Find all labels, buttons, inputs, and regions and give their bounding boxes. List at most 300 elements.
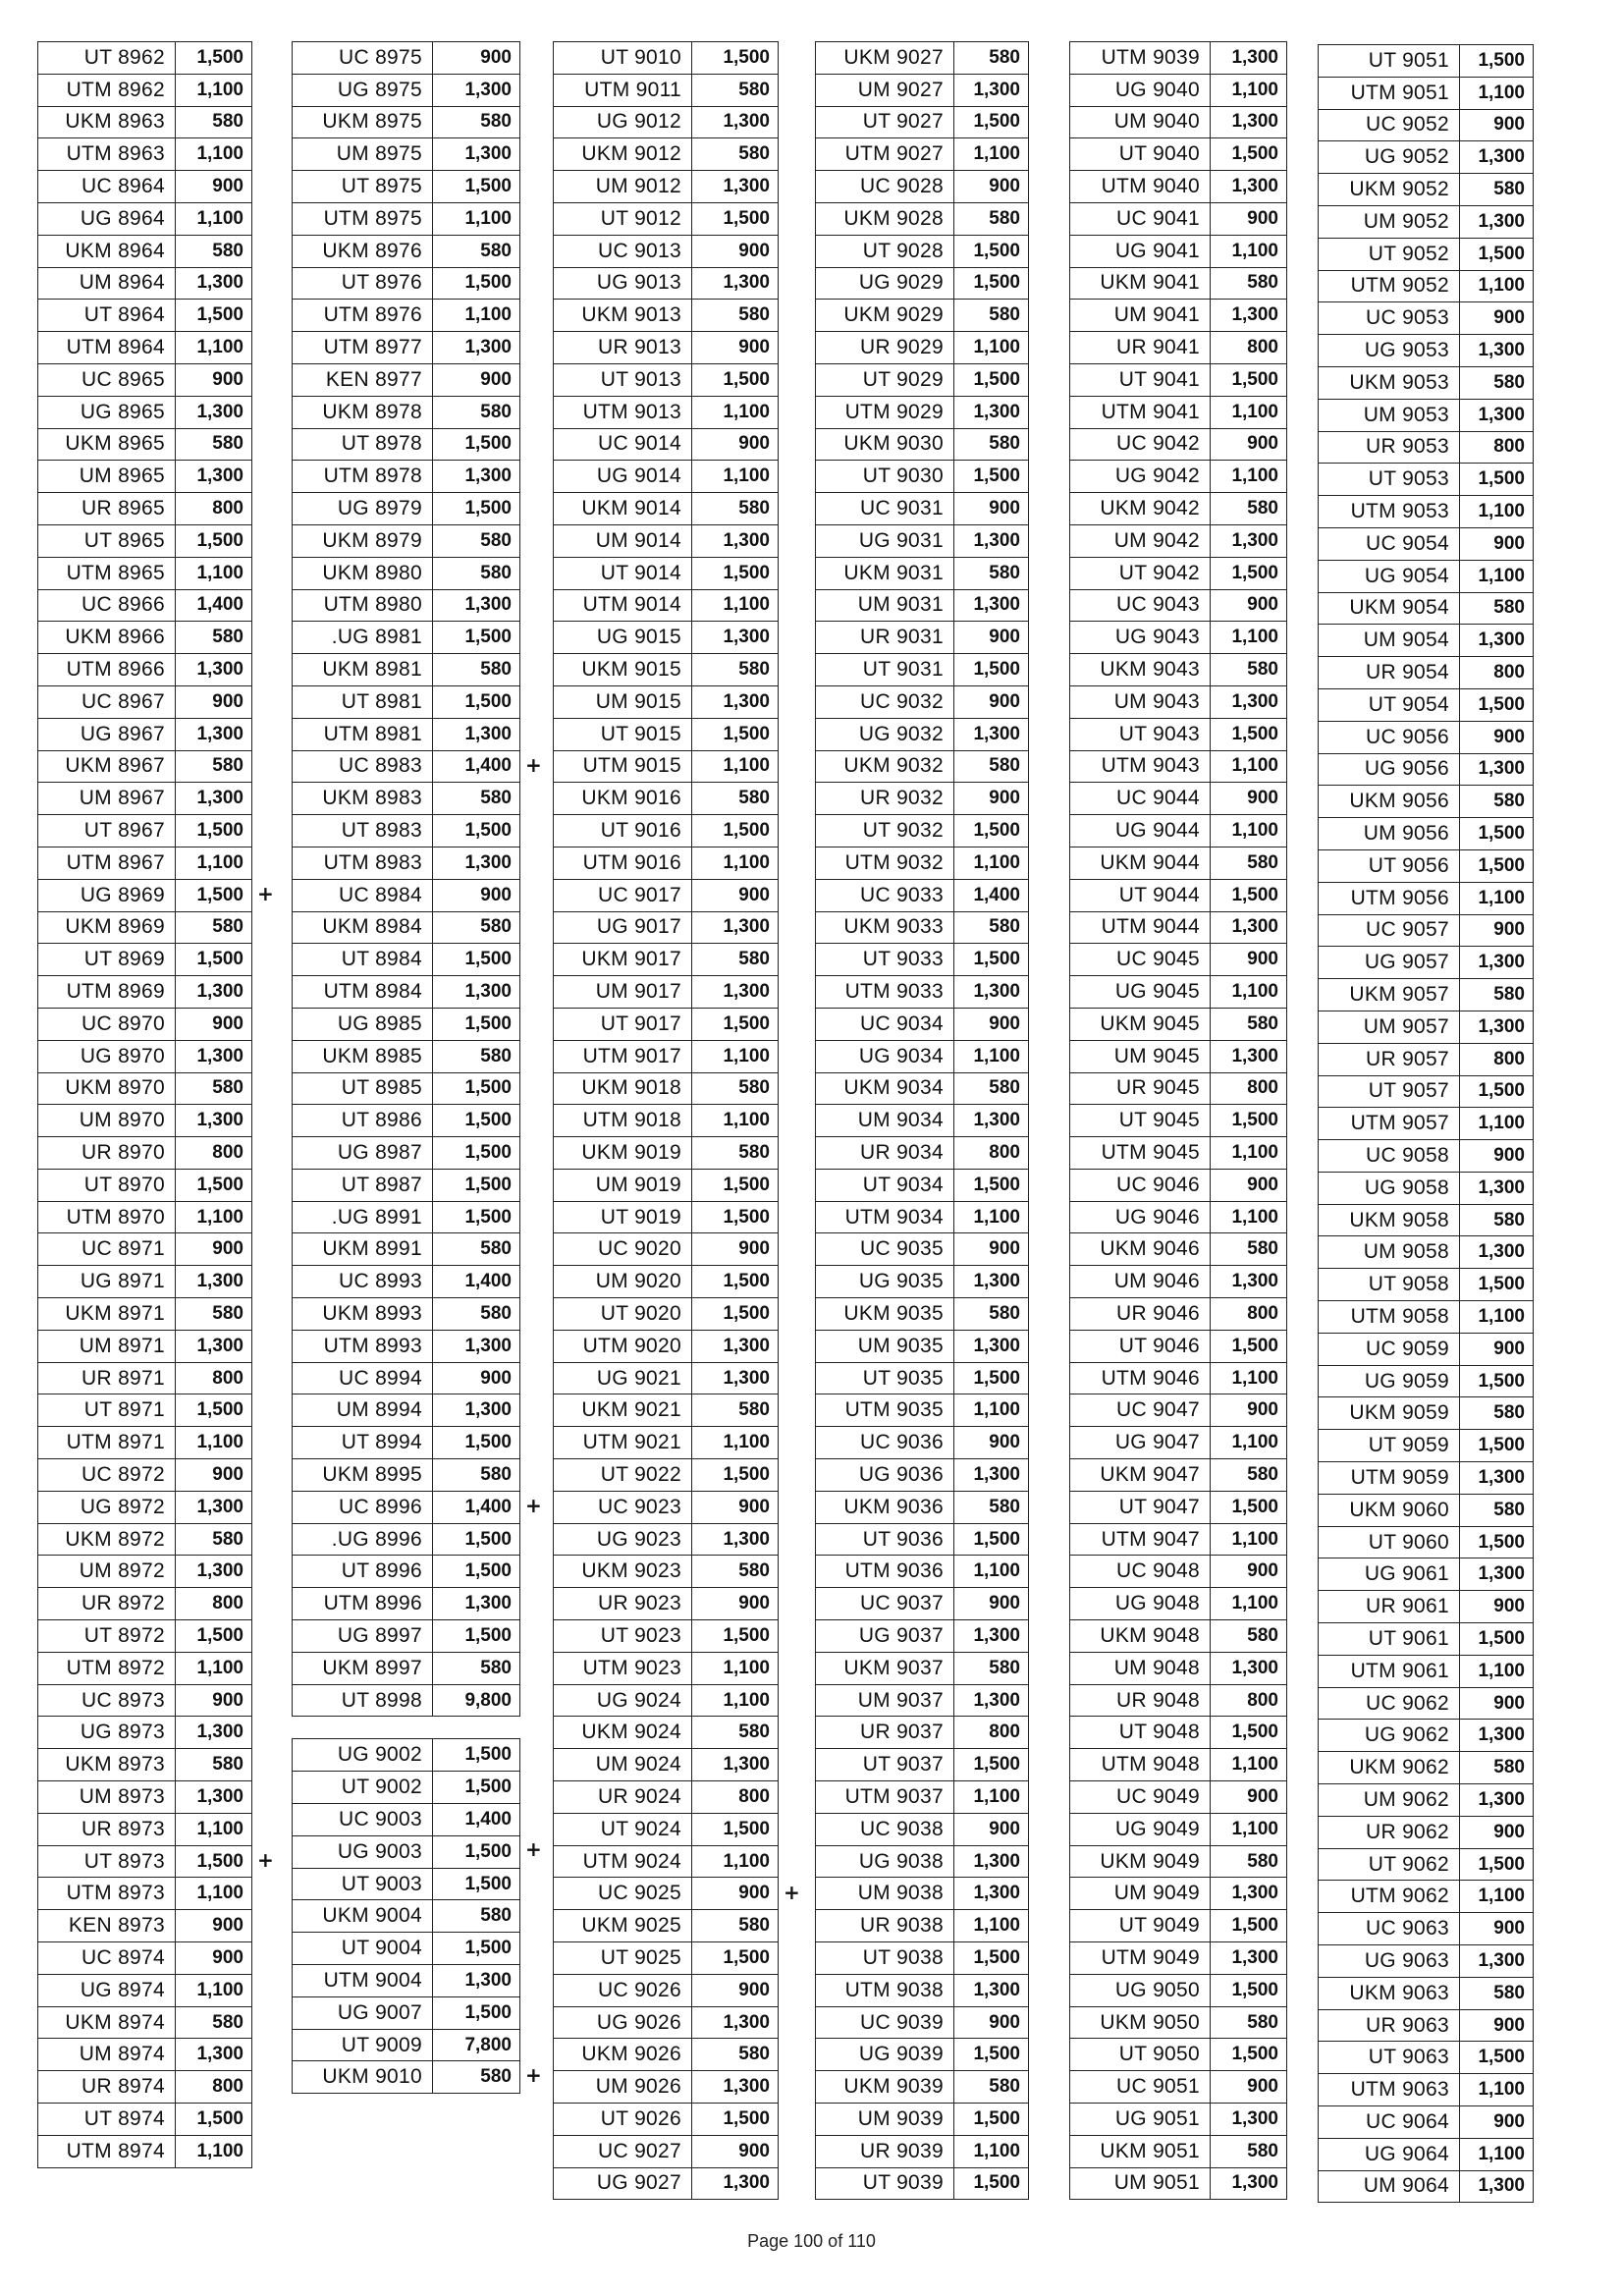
item-amount: 1,300	[1460, 399, 1534, 431]
item-code: UC 9017	[554, 879, 692, 911]
item-code: UTM 8974	[38, 2135, 176, 2167]
table-row	[816, 1717, 1029, 1749]
table-row	[293, 42, 520, 75]
item-amount: 580	[433, 106, 520, 138]
item-code: UKM 9042	[1070, 493, 1211, 525]
item-amount: 1,100	[1211, 622, 1287, 654]
item-code: UM 9056	[1319, 818, 1460, 850]
item-code: UTM 9046	[1070, 1362, 1211, 1394]
table-row	[38, 1588, 252, 1620]
item-amount: 1,100	[954, 1394, 1029, 1427]
table-row	[554, 428, 779, 461]
item-amount: 1,100	[692, 396, 779, 428]
item-code: UTM 8996	[293, 1588, 433, 1620]
item-amount: 900	[176, 685, 252, 718]
item-code: UT 9061	[1319, 1623, 1460, 1656]
item-code: UM 9040	[1070, 106, 1211, 138]
table-row	[816, 300, 1029, 332]
table-row	[293, 1330, 520, 1362]
item-code: UT 8974	[38, 2104, 176, 2136]
table-row	[816, 363, 1029, 396]
item-amount: 1,100	[1211, 1588, 1287, 1620]
item-amount: 1,500	[433, 1523, 520, 1556]
item-amount: 1,100	[176, 557, 252, 589]
item-amount: 580	[176, 106, 252, 138]
item-code: UTM 8966	[38, 654, 176, 686]
table-row	[1070, 138, 1287, 171]
item-code: UG 9031	[816, 524, 954, 557]
item-code: UM 9037	[816, 1684, 954, 1717]
item-amount: 1,400	[433, 1266, 520, 1298]
table-row	[1070, 202, 1287, 235]
item-amount: 1,300	[176, 396, 252, 428]
item-amount: 1,100	[692, 461, 779, 493]
table-row	[293, 363, 520, 396]
item-code: UG 8969	[38, 879, 176, 911]
item-amount: 800	[1211, 1684, 1287, 1717]
table-row	[293, 718, 520, 750]
item-code: UC 8984	[293, 879, 433, 911]
item-code: UC 9025	[554, 1878, 692, 1910]
item-code: UT 8972	[38, 1620, 176, 1653]
item-amount: 1,300	[176, 718, 252, 750]
table-row	[293, 1072, 520, 1105]
item-amount: 1,300	[1460, 205, 1534, 238]
table-row	[816, 1652, 1029, 1684]
table-row	[38, 428, 252, 461]
item-amount: 1,100	[692, 1845, 779, 1878]
table-row	[816, 1781, 1029, 1814]
item-code: UKM 8964	[38, 235, 176, 267]
table-row	[1319, 1333, 1534, 1365]
item-code: UM 9062	[1319, 1784, 1460, 1817]
item-code: UM 9053	[1319, 399, 1460, 431]
table-row	[38, 1910, 252, 1942]
item-code: UKM 9034	[816, 1072, 954, 1105]
item-code: UT 9037	[816, 1749, 954, 1781]
item-code: UG 9002	[293, 1739, 433, 1772]
item-amount: 1,500	[954, 944, 1029, 976]
item-code: .UG 8981	[293, 622, 433, 654]
item-amount: 580	[1460, 366, 1534, 399]
table-row	[1319, 592, 1534, 625]
table-row	[38, 138, 252, 171]
item-amount: 580	[954, 1652, 1029, 1684]
item-code: UKM 9060	[1319, 1494, 1460, 1526]
table-row	[554, 1910, 779, 1942]
item-code: UM 9031	[816, 589, 954, 622]
item-amount: 580	[433, 1040, 520, 1072]
table-row	[554, 783, 779, 815]
item-amount: 1,500	[433, 493, 520, 525]
item-amount: 1,500	[1460, 1075, 1534, 1108]
item-amount: 1,100	[1211, 1749, 1287, 1781]
item-amount: 800	[954, 1717, 1029, 1749]
table-row	[1319, 721, 1534, 753]
item-code: UG 8979	[293, 493, 433, 525]
item-code: UKM 9027	[816, 42, 954, 75]
item-amount: 800	[1460, 657, 1534, 689]
item-code: UT 8984	[293, 944, 433, 976]
item-code: UT 9024	[554, 1813, 692, 1845]
item-code: UR 8974	[38, 2071, 176, 2104]
table-row	[816, 685, 1029, 718]
table-row	[554, 363, 779, 396]
table-row	[816, 1169, 1029, 1201]
item-code: UG 8974	[38, 1974, 176, 2006]
table-row	[38, 589, 252, 622]
item-amount: 1,100	[176, 202, 252, 235]
table-row	[816, 524, 1029, 557]
item-amount: 1,500	[692, 815, 779, 847]
item-code: UR 9062	[1319, 1816, 1460, 1848]
item-code: UG 9061	[1319, 1558, 1460, 1591]
item-amount: 580	[176, 1072, 252, 1105]
table-row	[1319, 335, 1534, 367]
item-code: UR 9048	[1070, 1684, 1211, 1717]
item-code: UG 9044	[1070, 815, 1211, 847]
item-code: UKM 9032	[816, 750, 954, 783]
table-row	[293, 1008, 520, 1040]
item-amount: 1,100	[954, 1040, 1029, 1072]
item-code: UKM 9017	[554, 944, 692, 976]
item-amount: 900	[1211, 428, 1287, 461]
item-amount: 580	[1460, 1397, 1534, 1430]
item-amount: 1,100	[1460, 496, 1534, 528]
item-amount: 1,300	[692, 106, 779, 138]
table-row	[38, 267, 252, 300]
item-code: UC 9053	[1319, 302, 1460, 335]
item-code: UG 9041	[1070, 235, 1211, 267]
table-row	[1319, 1108, 1534, 1140]
table-row	[816, 1523, 1029, 1556]
item-amount: 1,300	[1460, 141, 1534, 174]
table-row	[293, 1804, 520, 1836]
table-row	[293, 750, 520, 783]
item-amount: 1,300	[433, 461, 520, 493]
table-row	[816, 1684, 1029, 1717]
item-code: UKM 8973	[38, 1749, 176, 1781]
table-row	[293, 1105, 520, 1137]
item-code: UM 8967	[38, 783, 176, 815]
item-amount: 1,300	[954, 1330, 1029, 1362]
item-code: UT 8981	[293, 685, 433, 718]
table-row	[293, 2061, 520, 2094]
table-row	[1070, 235, 1287, 267]
item-amount: 1,300	[1460, 947, 1534, 979]
item-code: UTM 8964	[38, 332, 176, 364]
table-row	[1319, 1462, 1534, 1495]
table-row	[1070, 1040, 1287, 1072]
item-amount: 1,300	[1211, 1942, 1287, 1975]
table-row	[1319, 45, 1534, 78]
item-code: UM 9012	[554, 171, 692, 203]
item-amount: 1,300	[433, 74, 520, 106]
table-row	[554, 2135, 779, 2167]
table-row	[293, 493, 520, 525]
item-amount: 9,800	[433, 1684, 520, 1717]
table-row	[1319, 2074, 1534, 2106]
table-row	[816, 2167, 1029, 2200]
table-row	[1319, 1269, 1534, 1301]
table-row	[1070, 815, 1287, 847]
table-row	[554, 944, 779, 976]
item-code: UM 9054	[1319, 625, 1460, 657]
item-amount: 900	[1211, 1556, 1287, 1588]
table-row	[1070, 2071, 1287, 2104]
item-code: UC 9058	[1319, 1140, 1460, 1173]
list-column-4	[815, 41, 1029, 2200]
item-code: UKM 9063	[1319, 1977, 1460, 2009]
item-code: UTM 9040	[1070, 171, 1211, 203]
item-amount: 1,100	[954, 847, 1029, 879]
item-amount: 1,500	[433, 1105, 520, 1137]
item-code: .UG 8991	[293, 1201, 433, 1233]
table-row	[293, 1588, 520, 1620]
table-row	[1070, 1233, 1287, 1266]
item-code: UT 9029	[816, 363, 954, 396]
table-row	[1319, 1752, 1534, 1784]
item-code: UKM 9033	[816, 911, 954, 944]
item-code: UT 8970	[38, 1169, 176, 1201]
item-code: UR 8971	[38, 1362, 176, 1394]
item-code: UTM 9013	[554, 396, 692, 428]
table-row	[816, 1878, 1029, 1910]
item-code: UM 9045	[1070, 1040, 1211, 1072]
table-row	[554, 1266, 779, 1298]
item-table	[37, 41, 252, 2168]
item-code: UC 9059	[1319, 1333, 1460, 1365]
list-column-2	[292, 41, 542, 2094]
item-code: UTM 8993	[293, 1330, 433, 1362]
item-code: UC 9027	[554, 2135, 692, 2167]
item-amount: 1,100	[1211, 1201, 1287, 1233]
table-row	[816, 1942, 1029, 1975]
item-code: UM 9019	[554, 1169, 692, 1201]
item-code: UKM 9012	[554, 138, 692, 171]
table-row	[1070, 267, 1287, 300]
item-amount: 900	[433, 1362, 520, 1394]
item-amount: 1,300	[1460, 1784, 1534, 1817]
table-row	[554, 1491, 779, 1523]
item-amount: 1,300	[176, 1717, 252, 1749]
item-code: UKM 9050	[1070, 2006, 1211, 2039]
item-code: UTM 9036	[816, 1556, 954, 1588]
item-code: UG 9015	[554, 622, 692, 654]
table-row	[38, 42, 252, 75]
item-amount: 1,100	[1211, 396, 1287, 428]
table-row	[816, 1105, 1029, 1137]
item-amount: 580	[954, 750, 1029, 783]
item-code: UT 8985	[293, 1072, 433, 1105]
table-row	[1319, 366, 1534, 399]
item-code: UKM 8970	[38, 1072, 176, 1105]
table-row	[1319, 882, 1534, 914]
item-code: UTM 9051	[1319, 77, 1460, 109]
item-code: UTM 9057	[1319, 1108, 1460, 1140]
item-amount: 900	[1460, 302, 1534, 335]
item-amount: 1,100	[1460, 1301, 1534, 1334]
item-code: UKM 9030	[816, 428, 954, 461]
table-row	[1319, 786, 1534, 818]
item-code: UT 9043	[1070, 718, 1211, 750]
item-amount: 1,400	[433, 1804, 520, 1836]
list-column-5	[1069, 41, 1287, 2200]
item-code: UT 9016	[554, 815, 692, 847]
item-amount: 1,100	[1211, 1137, 1287, 1170]
table-row	[1319, 1881, 1534, 1913]
item-amount: 1,500	[1211, 363, 1287, 396]
item-code: UKM 9015	[554, 654, 692, 686]
item-code: UKM 9010	[293, 2061, 433, 2094]
table-row	[38, 493, 252, 525]
table-row	[554, 1169, 779, 1201]
table-row	[293, 1040, 520, 1072]
table-row	[554, 1717, 779, 1749]
item-amount: 580	[692, 1137, 779, 1170]
item-code: UM 8975	[293, 138, 433, 171]
item-amount: 900	[1460, 1687, 1534, 1720]
table-row	[293, 1900, 520, 1933]
item-code: UTM 9052	[1319, 270, 1460, 302]
item-code: UKM 9013	[554, 300, 692, 332]
item-amount: 1,100	[1211, 74, 1287, 106]
item-code: UTM 9034	[816, 1201, 954, 1233]
item-code: UT 9040	[1070, 138, 1211, 171]
table-row	[293, 1394, 520, 1427]
item-amount: 1,100	[692, 1040, 779, 1072]
table-row	[1070, 493, 1287, 525]
item-amount: 800	[1460, 431, 1534, 464]
item-amount: 1,300	[692, 171, 779, 203]
item-amount: 1,300	[954, 1845, 1029, 1878]
table-row	[293, 557, 520, 589]
item-code: UT 8998	[293, 1684, 433, 1717]
table-row	[38, 1781, 252, 1814]
item-amount: 1,300	[954, 1878, 1029, 1910]
item-code: UT 9015	[554, 718, 692, 750]
table-row	[816, 1362, 1029, 1394]
table-row	[1070, 1169, 1287, 1201]
table-row	[816, 1813, 1029, 1845]
item-code: UC 8975	[293, 42, 433, 75]
table-row	[1319, 1591, 1534, 1623]
plus-mark: +	[257, 881, 274, 905]
table-row	[1070, 847, 1287, 879]
item-code: UTM 9041	[1070, 396, 1211, 428]
item-amount: 1,500	[692, 1942, 779, 1975]
table-row	[816, 235, 1029, 267]
item-code: UT 8987	[293, 1169, 433, 1201]
item-code: UT 8962	[38, 42, 176, 75]
table-row	[816, 622, 1029, 654]
item-amount: 1,300	[1460, 2170, 1534, 2203]
table-row	[38, 171, 252, 203]
table-row	[1319, 1687, 1534, 1720]
table-row	[1319, 1558, 1534, 1591]
item-code: UC 9052	[1319, 109, 1460, 141]
table-row	[1070, 718, 1287, 750]
table-row	[816, 428, 1029, 461]
item-code: UTM 9021	[554, 1427, 692, 1459]
item-amount: 1,400	[433, 750, 520, 783]
item-code: UC 9043	[1070, 589, 1211, 622]
item-code: UG 9063	[1319, 1945, 1460, 1978]
table-row	[1070, 622, 1287, 654]
table-row	[1319, 270, 1534, 302]
table-row	[38, 2071, 252, 2104]
item-code: UKM 9044	[1070, 847, 1211, 879]
table-row	[554, 1233, 779, 1266]
item-amount: 1,300	[1460, 1945, 1534, 1978]
item-amount: 1,300	[1211, 911, 1287, 944]
item-amount: 580	[433, 1459, 520, 1492]
table-row	[1070, 461, 1287, 493]
item-code: UTM 9037	[816, 1781, 954, 1814]
item-code: UG 9038	[816, 1845, 954, 1878]
item-amount: 580	[954, 2071, 1029, 2104]
item-code: UM 9042	[1070, 524, 1211, 557]
table-row	[816, 557, 1029, 589]
item-amount: 900	[433, 363, 520, 396]
item-amount: 580	[1460, 174, 1534, 206]
item-code: UR 9053	[1319, 431, 1460, 464]
table-row	[554, 1459, 779, 1492]
table-row	[38, 1652, 252, 1684]
table-row	[816, 847, 1029, 879]
table-row	[554, 557, 779, 589]
item-amount: 580	[954, 1072, 1029, 1105]
table-row	[293, 300, 520, 332]
table-row	[1319, 431, 1534, 464]
item-table	[292, 1738, 520, 2094]
item-amount: 1,500	[1211, 1717, 1287, 1749]
table-row	[1070, 1201, 1287, 1233]
item-amount: 900	[176, 1008, 252, 1040]
table-row	[293, 138, 520, 171]
table-row	[38, 1330, 252, 1362]
table-row	[1319, 527, 1534, 560]
item-amount: 900	[692, 235, 779, 267]
table-row	[293, 235, 520, 267]
item-amount: 1,100	[176, 74, 252, 106]
item-amount: 1,500	[176, 524, 252, 557]
table-row	[1319, 657, 1534, 689]
item-code: KEN 8973	[38, 1910, 176, 1942]
item-code: UT 9051	[1319, 45, 1460, 78]
table-row	[554, 1008, 779, 1040]
item-code: UM 8964	[38, 267, 176, 300]
item-amount: 1,500	[1460, 1848, 1534, 1881]
table-row	[1070, 1878, 1287, 1910]
item-code: UG 8965	[38, 396, 176, 428]
item-code: UG 9003	[293, 1835, 433, 1868]
item-code: UTM 9058	[1319, 1301, 1460, 1334]
item-amount: 580	[176, 750, 252, 783]
table-row	[554, 2167, 779, 2200]
item-code: UG 9037	[816, 1620, 954, 1653]
item-code: UR 9024	[554, 1781, 692, 1814]
item-amount: 1,100	[1460, 270, 1534, 302]
item-amount: 900	[176, 1233, 252, 1266]
table-row	[1070, 42, 1287, 75]
item-code: UTM 9029	[816, 396, 954, 428]
item-code: UC 9045	[1070, 944, 1211, 976]
table-row	[38, 363, 252, 396]
table-row	[293, 1835, 520, 1868]
item-code: UTM 9024	[554, 1845, 692, 1878]
table-row	[1319, 1172, 1534, 1204]
